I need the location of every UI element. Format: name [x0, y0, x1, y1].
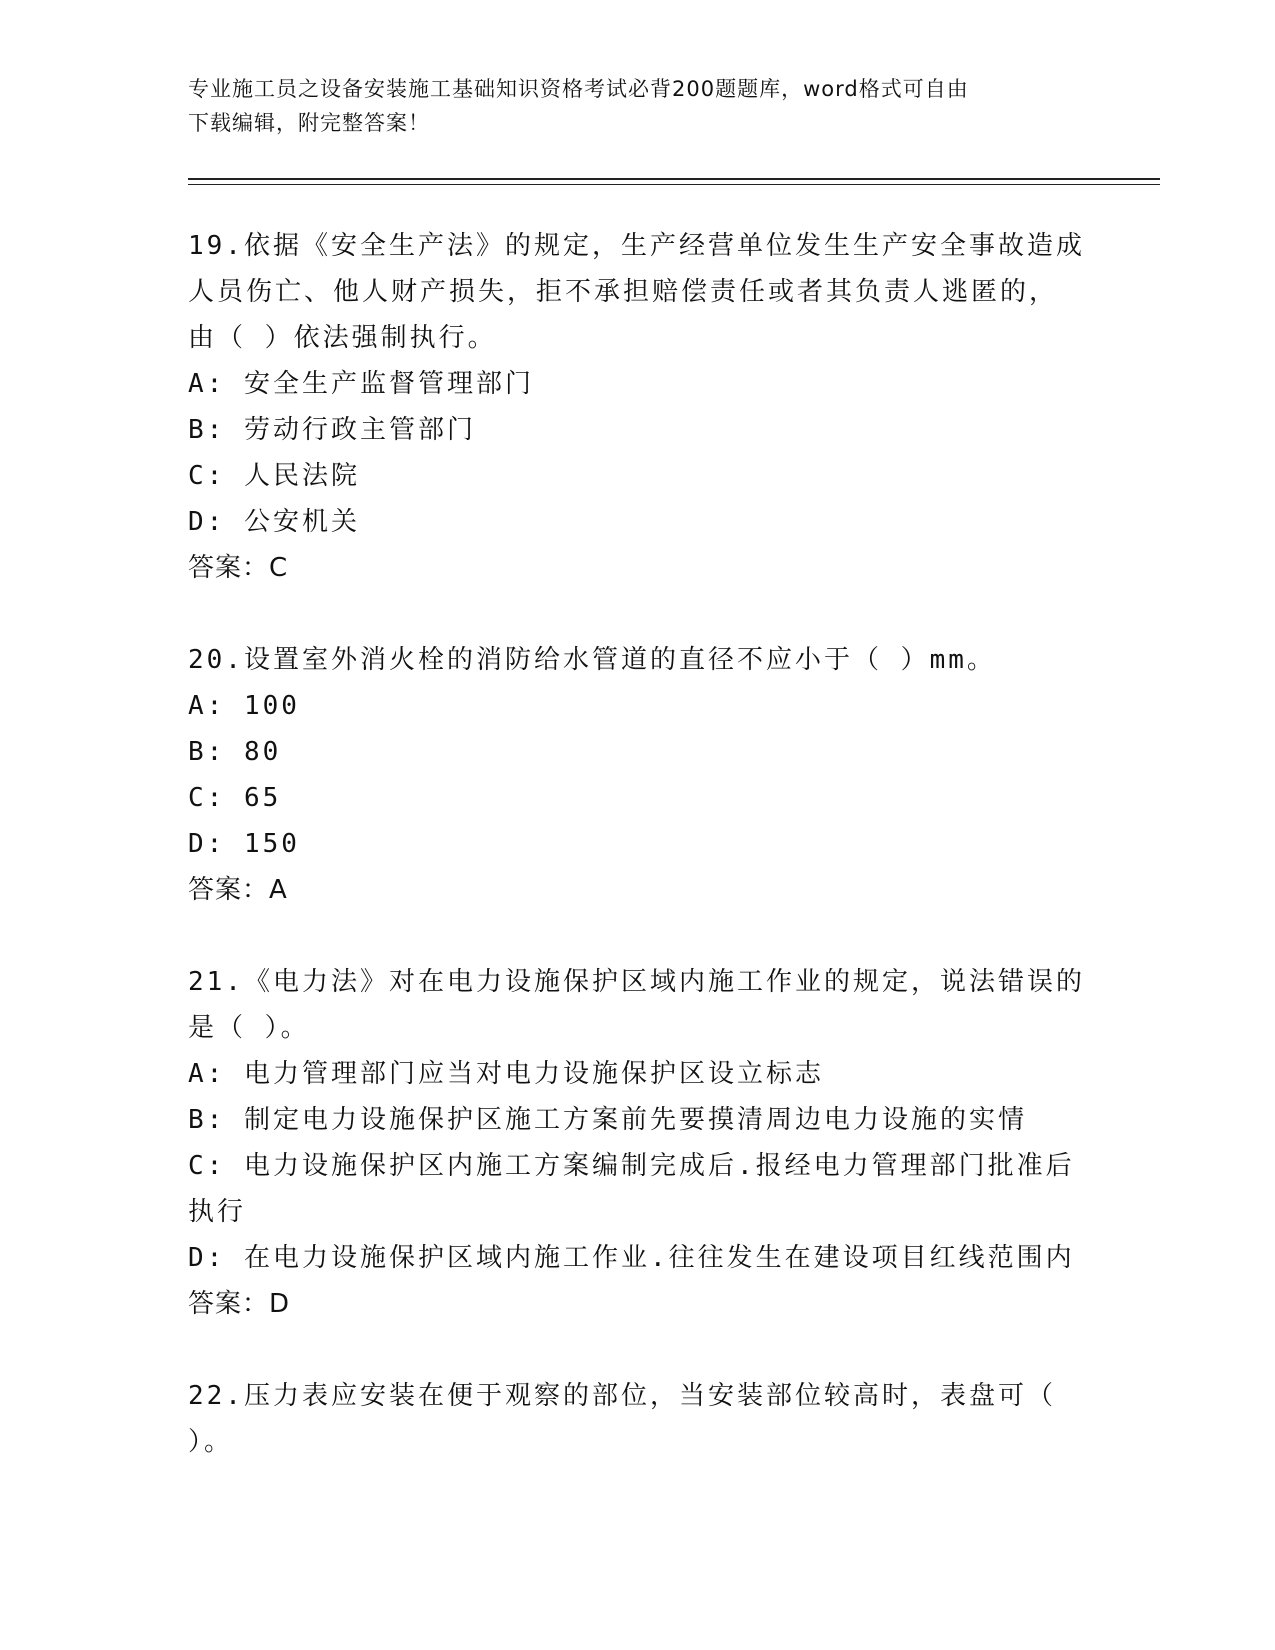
option-d: D: 150 [188, 829, 300, 859]
question-21 [188, 959, 1098, 1327]
question-20 [188, 637, 1098, 913]
option-b: B: 制定电力设施保护区施工方案前先要摸清周边电力设施的实情 [188, 1105, 1027, 1135]
header-divider-thick [188, 178, 1160, 180]
answer: 答案：C [188, 553, 289, 583]
question-22 [188, 1373, 1098, 1465]
question-text-line: 人员伤亡、他人财产损失，拒不承担赔偿责任或者其负责人逃匿的， [188, 277, 1059, 307]
option-b: B: 80 [188, 737, 282, 767]
answer: 答案：D [188, 1289, 291, 1319]
answer: 答案：A [188, 875, 288, 905]
question-text-line: 19.依据《安全生产法》的规定，生产经营单位发生生产安全事故造成 [188, 231, 1085, 261]
question-text-line: 20.设置室外消火栓的消防给水管道的直径不应小于（ ）mm。 [188, 645, 996, 675]
question-text-line: 由（ ）依法强制执行。 [188, 323, 497, 353]
option-c: C: 65 [188, 783, 282, 813]
option-d: D: 公安机关 [188, 507, 360, 537]
question-text-line: ）。 [188, 1427, 234, 1457]
question-19 [188, 223, 1098, 591]
question-text-line: 是（ ）。 [188, 1013, 310, 1043]
option-c: C: 电力设施保护区内施工方案编制完成后.报经电力管理部门批准后 [188, 1151, 1075, 1181]
question-text-line: 21.《电力法》对在电力设施保护区域内施工作业的规定，说法错误的 [188, 967, 1085, 997]
header-divider-thin [188, 184, 1160, 185]
header-line-1: 专业施工员之设备安装施工基础知识资格考试必背200题题库，word格式可自由 [188, 77, 969, 101]
option-b: B: 劳动行政主管部门 [188, 415, 476, 445]
document-header [188, 72, 1088, 140]
option-a: A: 100 [188, 691, 300, 721]
option-a: A: 安全生产监督管理部门 [188, 369, 534, 399]
question-text-line: 22.压力表应安装在便于观察的部位，当安装部位较高时，表盘可（ [188, 1381, 1056, 1411]
header-line-2: 下载编辑，附完整答案！ [188, 111, 430, 135]
option-a: A: 电力管理部门应当对电力设施保护区设立标志 [188, 1059, 824, 1089]
option-d: D: 在电力设施保护区域内施工作业.往往发生在建设项目红线范围内 [188, 1243, 1075, 1273]
option-c: C: 人民法院 [188, 461, 360, 491]
option-c-continued: 执行 [188, 1197, 247, 1227]
